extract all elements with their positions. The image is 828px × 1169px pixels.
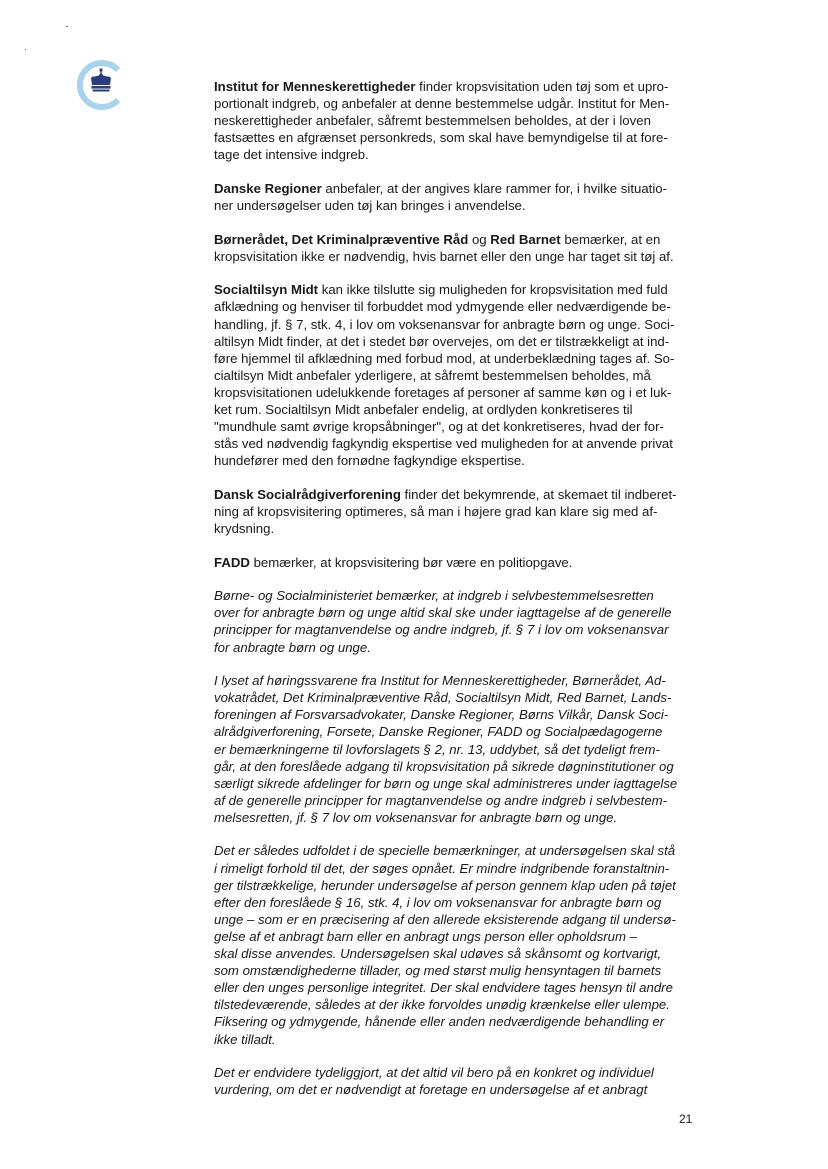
text-line [214, 418, 704, 435]
text-line [214, 248, 704, 265]
paragraph [214, 672, 704, 826]
text-line [214, 1064, 704, 1081]
text-line [214, 996, 704, 1013]
scan-speck [25, 49, 26, 50]
paragraph [214, 842, 704, 1047]
text-segment: ikke tilladt. [214, 1031, 276, 1047]
text-line [214, 112, 704, 129]
text-line [214, 78, 704, 95]
text-segment: eller den unges personlige integritet. Der skal endvidere tages hensyn til andre [214, 980, 673, 996]
text-segment: alrådgiverforening, Forsete, Danske Regioner, FADD og Socialpædagogerne [214, 724, 663, 740]
text-segment: i rimeligt forhold til det, der søges opnået. Er mindre indgribende foranstaltnin- [214, 860, 670, 876]
bold-organization-name: FADD [214, 554, 250, 570]
text-segment: er bemærkningerne til lovforslagets § 2, nr. 13, uddybet, så det tydeligt frem- [214, 741, 660, 757]
page-number: 21 [679, 1112, 693, 1126]
bold-organization-name: Red Barnet [490, 231, 561, 247]
text-line [214, 809, 704, 826]
text-segment: gelse af et anbragt barn eller en anbragt ungs person eller opholdsrum – [214, 928, 638, 944]
text-segment: skal disse anvendes. Undersøgelsen skal udøves så skånsomt og kortvarigt, [214, 946, 662, 962]
text-line [214, 503, 704, 520]
text-line [214, 333, 704, 350]
text-segment: for anbragte børn og unge. [214, 639, 371, 655]
text-line [214, 350, 704, 367]
text-segment: principper for magtanvendelse og andre indgreb, jf. § 7 i lov om voksenansvar [214, 622, 669, 638]
text-segment: som omstændighederne tillader, og med størst mulig hensyntagen til barnets [214, 963, 662, 979]
text-line [214, 401, 704, 418]
text-segment: efter den foreslåede § 16, stk. 4, i lov om voksenansvar for anbragte børn og [214, 894, 662, 910]
text-segment: afklædning og henviser til forbuddet mod ydmygende eller nedværdigende be- [214, 299, 671, 315]
text-segment: unge – som er en præcisering af den allerede eksisterende adgang til undersø- [214, 911, 676, 927]
text-segment: særligt sikrede afdelinger for børn og unge skal administreres under iagttagelse [214, 775, 678, 791]
text-line [214, 95, 704, 112]
text-segment: Det er således udfoldet i de specielle bemærkninger, at undersøgelsen skal stå [214, 843, 676, 859]
text-segment: "mundhule samt øvrige kropsåbninger", og at det konkretiseres, hvad der for- [214, 419, 664, 435]
text-segment: neskerettigheder anbefaler, såfremt bestemmelsen beholdes, at der i loven [214, 113, 651, 129]
text-line [214, 554, 704, 571]
text-line [214, 741, 704, 758]
bold-organization-name: Børnerådet, Det Kriminalpræventive Råd [214, 231, 469, 247]
text-line [214, 1081, 704, 1098]
text-line [214, 962, 704, 979]
paragraph [214, 78, 704, 163]
text-line [214, 689, 704, 706]
paragraph [214, 554, 704, 571]
text-segment: går, at den foreslåede adgang til kropsvisitation på sikrede døgninstitutioner og [214, 758, 674, 774]
text-line [214, 604, 704, 621]
text-segment: ner undersøgelser uden tøj kan bringes i anvendelse. [214, 198, 526, 214]
text-line [214, 298, 704, 315]
text-segment: portionalt indgreb, og anbefaler at denne bestemmelse udgår. Institut for Men- [214, 96, 670, 112]
text-segment: cialtilsyn Midt anbefaler yderligere, at såfremt bestemmelsen beholdes, må [214, 367, 651, 383]
text-line [214, 672, 704, 689]
bold-organization-name: Danske Regioner [214, 180, 322, 196]
text-line [214, 621, 704, 638]
text-segment: I lyset af høringssvarene fra Institut for Menneskerettigheder, Børnerådet, Ad- [214, 673, 666, 689]
text-line [214, 197, 704, 214]
text-segment: handling, jf. § 7, stk. 4, i lov om voksenansvar for anbragte børn og unge. Soci- [214, 316, 675, 332]
text-segment: tilstedeværende, således at der ikke forvoldes unødig krænkelse eller ulempe. [214, 997, 670, 1013]
text-line [214, 435, 704, 452]
text-line [214, 281, 704, 298]
bold-organization-name: Dansk Socialrådgiverforening [214, 486, 401, 502]
text-line [214, 758, 704, 775]
text-line [214, 792, 704, 809]
text-segment: stås ved nødvendig fagkyndig ekspertise ved muligheden for at anvende privat [214, 436, 673, 452]
paragraph [214, 1064, 704, 1098]
text-segment: føre hjemmel til afklædning med forbud mod, at underbeklædning tages af. So- [214, 350, 675, 366]
text-line [214, 775, 704, 792]
danish-crown-icon [74, 56, 128, 112]
text-segment: Børne- og Socialministeriet bemærker, at indgreb i selvbestemmelsesretten [214, 588, 654, 604]
text-segment: kropsvisitation ikke er nødvendig, hvis barnet eller den unge har taget sit tøj af. [214, 248, 674, 264]
scan-speck [66, 26, 68, 27]
text-line [214, 486, 704, 503]
text-line [214, 316, 704, 333]
text-segment: kropsvisitationen udelukkende foretages af personer af samme køn og i et luk- [214, 384, 672, 400]
text-line [214, 945, 704, 962]
text-line [214, 180, 704, 197]
text-segment: tage det intensive indgreb. [214, 147, 369, 163]
text-line [214, 367, 704, 384]
text-line [214, 860, 704, 877]
text-line [214, 979, 704, 996]
paragraph [214, 486, 704, 537]
text-segment: bemærker, at en [560, 231, 661, 247]
text-line [214, 129, 704, 146]
paragraph [214, 281, 704, 469]
text-segment: ning af kropsvisitering optimeres, så man i højere grad kan klare sig med af- [214, 503, 658, 519]
text-line [214, 231, 704, 248]
paragraph [214, 180, 704, 214]
text-line [214, 723, 704, 740]
text-line [214, 928, 704, 945]
paragraph [214, 231, 704, 265]
text-line [214, 877, 704, 894]
bold-organization-name: Institut for Menneskerettigheder [214, 79, 416, 94]
text-segment: krydsning. [214, 521, 275, 537]
text-segment: finder det bekymrende, at skemaet til indberet- [400, 486, 677, 502]
text-line [214, 639, 704, 656]
text-segment: Det er endvidere tydeliggjort, at det altid vil bero på en konkret og individuel [214, 1065, 654, 1081]
text-segment: hundefører med den fornødne fagkyndige ekspertise. [214, 453, 525, 469]
text-line [214, 911, 704, 928]
text-segment: foreningen af Forsvarsadvokater, Danske Regioner, Børns Vilkår, Dansk Soci- [214, 707, 669, 723]
text-line [214, 1013, 704, 1030]
text-segment: fastsættes en afgrænset personkreds, som skal have bemyndigelse til at fore- [214, 130, 668, 146]
text-segment: bemærker, at kropsvisitering bør være en politiopgave. [249, 554, 573, 570]
text-segment: melsesretten, jf. § 7 lov om voksenansvar for anbragte børn og unge. [214, 809, 618, 825]
text-segment: Fiksering og ydmygende, hånende eller anden nedværdigende behandling er [214, 1014, 665, 1030]
text-line [214, 452, 704, 469]
text-segment: vurdering, om det er nødvendigt at foretage en undersøgelse af et anbragt [214, 1082, 648, 1098]
text-line [214, 146, 704, 163]
text-segment: over for anbragte børn og unge altid skal ske under iagttagelse af de generelle [214, 605, 672, 621]
paragraph [214, 587, 704, 655]
text-line [214, 1031, 704, 1048]
text-segment: kan ikke tilslutte sig muligheden for kropsvisitation med fuld [318, 282, 668, 298]
text-line [214, 384, 704, 401]
text-line [214, 706, 704, 723]
text-segment: og [468, 231, 491, 247]
text-segment: anbefaler, at der angives klare rammer for, i hvilke situatio- [321, 180, 667, 196]
text-line [214, 520, 704, 537]
text-line [214, 842, 704, 859]
text-segment: af de generelle principper for magtanvendelse og andre indgreb i selvbestem- [214, 792, 668, 808]
text-line [214, 894, 704, 911]
text-line [214, 587, 704, 604]
text-segment: altilsyn Midt finder, at det i stedet bør overvejes, om det er tilstrækkeligt at ind- [214, 333, 670, 349]
text-segment: vokatrådet, Det Kriminalpræventive Råd, Socialtilsyn Midt, Red Barnet, Lands- [214, 690, 672, 706]
bold-organization-name: Socialtilsyn Midt [214, 282, 319, 298]
text-segment: ger tilstrækkelige, herunder undersøgelse af person gennem klap uden på tøjet [214, 877, 676, 893]
text-segment: finder kropsvisitation uden tøj som et upro- [415, 79, 669, 94]
document-body [214, 78, 704, 1115]
text-segment: ket rum. Socialtilsyn Midt anbefaler endelig, at ordlyden konkretiseres til [214, 402, 633, 417]
